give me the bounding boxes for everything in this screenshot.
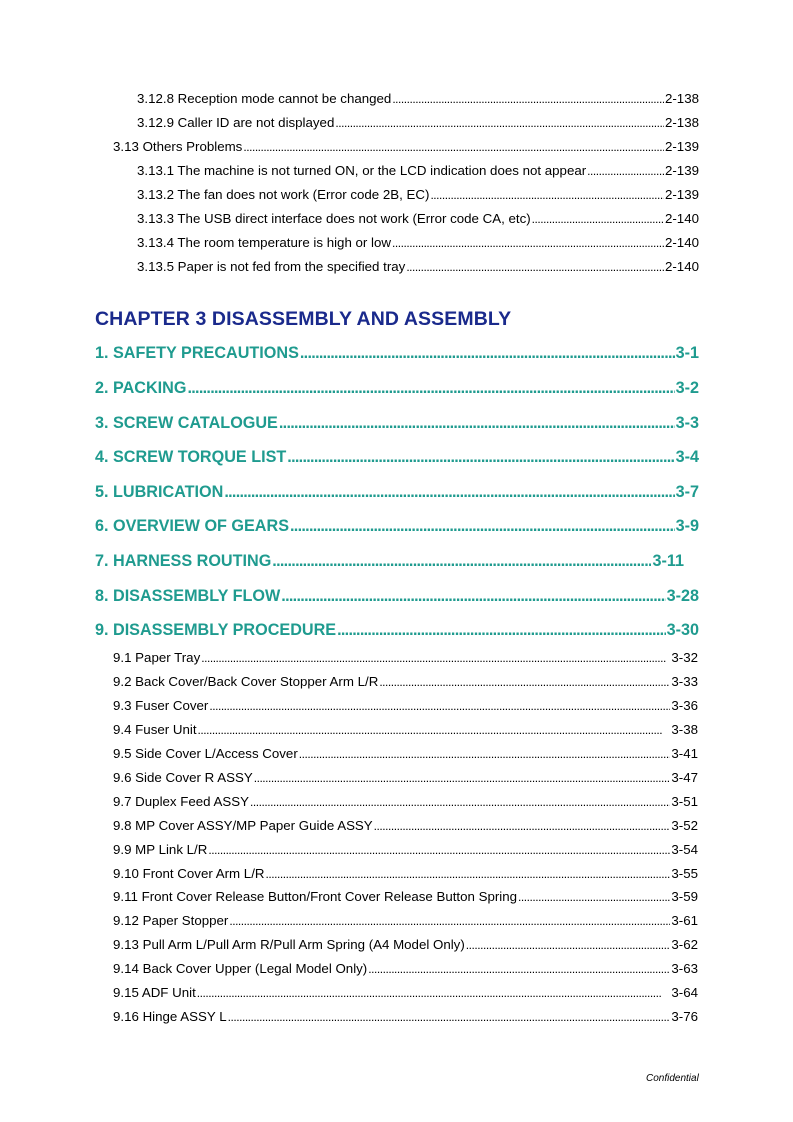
toc-entry-title: 3.13.1 The machine is not turned ON, or the LCD indication does not appear [137,163,587,178]
section-title: 1. SAFETY PRECAUTIONS [95,344,299,362]
toc-entry-title: 9.5 Side Cover L/Access Cover [113,746,298,761]
dot-leader [392,235,664,251]
toc-entry-page: 3-63 [671,961,698,976]
toc-entry-page: 2-140 [664,259,699,274]
dot-leader [379,674,670,690]
toc-entry[interactable] [137,235,699,251]
toc-entry-title: 9.10 Front Cover Arm L/R [113,866,265,881]
toc-entry-title: 9.8 MP Cover ASSY/MP Paper Guide ASSY [113,818,373,833]
toc-entry[interactable] [113,1009,698,1025]
section-page: 3-11 [652,552,684,570]
dot-leader [337,620,666,640]
toc-entry[interactable] [113,722,698,738]
toc-entry[interactable] [113,650,698,666]
confidential-footer: Confidential [646,1073,699,1084]
toc-entry[interactable] [113,985,698,1001]
section-title: 6. OVERVIEW OF GEARS [95,517,289,535]
section-entry[interactable] [95,551,684,571]
dot-leader [466,937,671,953]
toc-entry-page: 2-139 [664,163,699,178]
dot-leader [201,650,670,666]
toc-entry-page: 2-139 [664,187,699,202]
toc-entry-page: 3-33 [671,674,698,689]
dot-leader [209,698,670,714]
dot-leader [518,889,670,905]
section-title: 4. SCREW TORQUE LIST [95,448,287,466]
toc-entry-page: 3-55 [671,866,698,881]
toc-entry-page: 3-59 [671,889,698,904]
toc-entry-page: 3-76 [671,1009,698,1024]
toc-entry-page: 3-61 [671,913,698,928]
section-title: 2. PACKING [95,379,187,397]
dot-leader [368,961,670,977]
section-page: 3-28 [666,587,699,605]
toc-entry-title: 9.3 Fuser Cover [113,698,209,713]
toc-entry[interactable] [113,818,698,834]
dot-leader [254,770,671,786]
toc-entry[interactable] [113,913,698,929]
toc-entry-title: 9.16 Hinge ASSY L [113,1009,227,1024]
toc-entry-title: 9.4 Fuser Unit [113,722,197,737]
section-entry[interactable] [95,586,699,606]
section-title: 3. SCREW CATALOGUE [95,414,278,432]
toc-entry[interactable] [113,139,699,155]
toc-entry-title: 3.13.5 Paper is not fed from the specified tray [137,259,406,274]
toc-entry[interactable] [113,746,698,762]
toc-entry-title: 9.7 Duplex Feed ASSY [113,794,250,809]
toc-entry-page: 3-51 [671,794,698,809]
dot-leader [287,447,674,467]
toc-entry[interactable] [137,115,699,131]
dot-leader [392,91,664,107]
section-title: 8. DISASSEMBLY FLOW [95,587,281,605]
dot-leader [243,139,664,155]
toc-entry-title: 3.13.4 The room temperature is high or low [137,235,392,250]
dot-leader [374,818,671,834]
toc-entry-page: 2-140 [664,211,699,226]
toc-entry[interactable] [113,961,698,977]
section-title: 7. HARNESS ROUTING [95,552,272,570]
dot-leader [229,913,670,929]
toc-entry-page: 3-47 [671,770,698,785]
toc-entry-title: 9.6 Side Cover R ASSY [113,770,253,785]
section-title: 5. LUBRICATION [95,483,224,501]
toc-entry-title: 3.12.9 Caller ID are not displayed [137,115,335,130]
toc-entry-page: 3-32 [671,650,698,665]
section-entry[interactable] [95,447,699,467]
section-page: 3-7 [675,483,699,501]
section-entry[interactable] [95,516,699,536]
dot-leader [272,551,651,571]
dot-leader [406,259,664,275]
toc-entry-title: 9.9 MP Link L/R [113,842,208,857]
dot-leader [430,187,664,203]
section-page: 3-30 [666,621,699,639]
toc-entry-title: 9.11 Front Cover Release Button/Front Cover Release Button Spring [113,889,518,904]
toc-entry[interactable] [113,889,698,905]
toc-entry-title: 3.12.8 Reception mode cannot be changed [137,91,392,106]
toc-entry-page: 2-138 [664,115,699,130]
toc-entry-page: 3-41 [671,746,698,761]
toc-entry-page: 2-139 [664,139,699,154]
section-entry[interactable] [95,482,699,502]
toc-entry-title: 3.13 Others Problems [113,139,243,154]
toc-entry[interactable] [137,259,699,275]
dot-leader [187,378,674,398]
toc-entry[interactable] [113,937,698,953]
chapter-title: CHAPTER 3 DISASSEMBLY AND ASSEMBLY [95,308,512,330]
dot-leader [208,842,670,858]
section-page: 3-1 [675,344,699,362]
section-entry[interactable] [95,343,699,363]
toc-entry-page: 2-138 [664,91,699,106]
dot-leader [300,343,675,363]
toc-entry-page: 3-38 [671,722,698,737]
toc-entry[interactable] [113,842,698,858]
dot-leader [250,794,670,810]
toc-entry-page: 3-36 [671,698,698,713]
dot-leader [299,746,671,762]
dot-leader [198,722,671,738]
toc-entry-title: 9.2 Back Cover/Back Cover Stopper Arm L/R [113,674,379,689]
toc-entry-title: 3.13.3 The USB direct interface does not work (Error code CA, etc) [137,211,531,226]
toc-entry[interactable] [137,187,699,203]
section-title: 9. DISASSEMBLY PROCEDURE [95,621,337,639]
section-page: 3-9 [675,517,699,535]
toc-entry-page: 3-62 [671,937,698,952]
toc-entry-title: 9.13 Pull Arm L/Pull Arm R/Pull Arm Spring (A4 Model Only) [113,937,465,952]
toc-entry[interactable] [137,211,699,227]
section-page: 3-3 [675,414,699,432]
dot-leader [279,413,675,433]
section-entry[interactable] [95,620,699,640]
dot-leader [224,482,674,502]
dot-leader [266,866,671,882]
dot-leader [587,163,664,179]
section-page: 3-2 [675,379,699,397]
toc-entry-title: 9.14 Back Cover Upper (Legal Model Only) [113,961,368,976]
toc-entry-title: 3.13.2 The fan does not work (Error code 2B, EC) [137,187,430,202]
toc-entry[interactable] [137,163,699,179]
section-entry[interactable] [95,378,699,398]
dot-leader [290,516,675,536]
toc-entry-page: 3-64 [671,985,698,1000]
toc-entry-page: 3-54 [671,842,698,857]
toc-entry-title: 9.15 ADF Unit [113,985,196,1000]
toc-entry-title: 9.1 Paper Tray [113,650,201,665]
toc-entry-page: 2-140 [664,235,699,250]
dot-leader [197,985,671,1001]
toc-entry[interactable] [113,674,698,690]
toc-entry-title: 9.12 Paper Stopper [113,913,229,928]
toc-entry-page: 3-52 [671,818,698,833]
dot-leader [532,211,664,227]
section-entry[interactable] [95,413,699,433]
dot-leader [335,115,664,131]
section-page: 3-4 [675,448,699,466]
toc-entry[interactable] [137,91,699,107]
dot-leader [228,1009,671,1025]
toc-entry[interactable] [113,794,698,810]
dot-leader [281,586,665,606]
toc-entry[interactable] [113,866,698,882]
toc-entry[interactable] [113,698,698,714]
toc-entry[interactable] [113,770,698,786]
